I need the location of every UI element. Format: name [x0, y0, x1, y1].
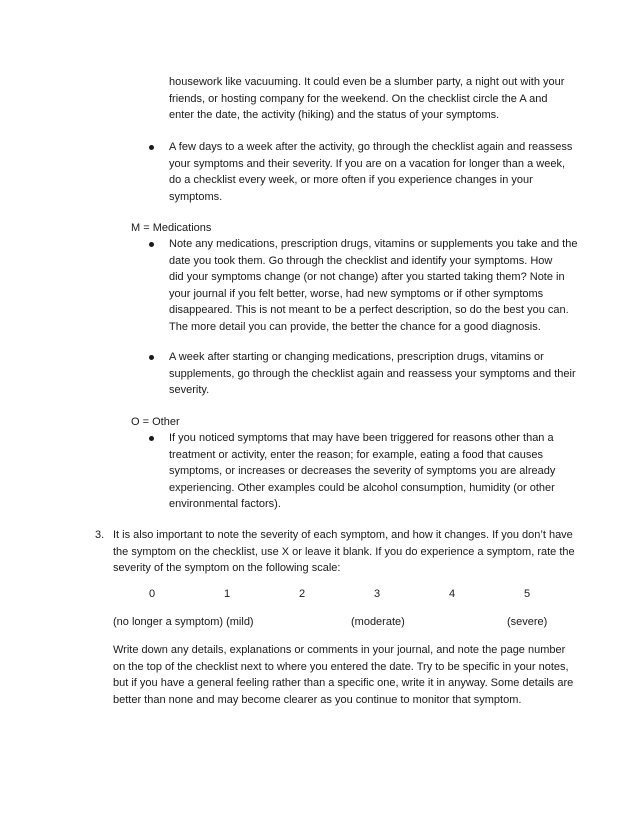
text-line: disappeared. This is not meant to be a perfect description, so do the best you can. [169, 304, 569, 316]
text-line: do a checklist every week, or more often if you experience changes in your [169, 174, 533, 186]
text-line: symptoms, or increases or decreases the severity of symptoms you are already [169, 465, 556, 477]
scale-number: 5 [524, 588, 531, 600]
scale-label-high: (severe) [507, 616, 548, 628]
text-line: severity of the symptom on the following scale: [113, 562, 341, 574]
text-line: supplements, go through the checklist again and reassess your symptoms and their [169, 367, 576, 380]
text-line: housework like vacuuming. It could even be a slumber party, a night out with your [169, 76, 565, 88]
text-line: your journal if you felt better, worse, had new symptoms or if other symptoms [169, 287, 544, 300]
text-line: friends, or hosting company for the weekend. On the checklist circle the A and [169, 92, 548, 105]
activity-bullet-continuation [169, 74, 564, 124]
activity-bullet-2 [169, 139, 572, 205]
scale-number: 3 [374, 588, 381, 600]
scale-label-low: (no longer a symptom) (mild) [113, 616, 254, 628]
scale-number: 4 [449, 588, 456, 600]
scale-number: 2 [299, 588, 306, 600]
text-line: experiencing. Other examples could be alcohol consumption, humidity (or other [169, 481, 555, 494]
text-line: enter the date, the activity (hiking) and the status of your symptoms. [169, 109, 500, 121]
bullet-icon [149, 145, 154, 150]
scale-label-mid: (moderate) [351, 616, 405, 628]
severity-paragraph [113, 527, 575, 577]
text-line: date you took them. Go through the checklist and identify your symptoms. How [169, 254, 553, 267]
text-line: severity. [169, 384, 210, 396]
text-line: A week after starting or changing medications, prescription drugs, vitamins or [169, 351, 544, 363]
bullet-icon [149, 436, 154, 441]
list-number: 3. [95, 529, 105, 541]
bullet-icon [149, 355, 154, 360]
text-line: your symptoms and their severity. If you are on a vacation for longer than a week, [169, 157, 565, 170]
medications-bullet-1 [169, 236, 577, 335]
other-bullet-1 [169, 430, 555, 513]
text-line: Note any medications, prescription drugs, vitamins or supplements you take and the [169, 238, 578, 250]
text-line: It is also important to note the severity of each symptom, and how it changes. If you don’t have [113, 529, 573, 541]
text-line: on the top of the checklist next to where you entered the date. Try to be specific in your notes, [113, 660, 569, 673]
medications-bullet-2 [169, 349, 576, 399]
scale-number: 0 [149, 588, 156, 600]
text-line: Write down any details, explanations or comments in your journal, and note the page number [113, 644, 566, 656]
text-line: symptoms. [169, 190, 223, 203]
text-line: A few days to a week after the activity, go through the checklist again and reassess [169, 141, 573, 153]
medications-heading: M = Medications [131, 222, 212, 234]
text-line: the symptom on the checklist, use X or leave it blank. If you do experience a symptom, rate the [113, 545, 575, 558]
text-line: treatment or activity, enter the reason; for example, eating a food that causes [169, 448, 543, 461]
text-line: environmental factors). [169, 498, 281, 510]
text-line: did your symptoms change (or not change) after you started taking them? Note in [169, 271, 565, 283]
text-line: but if you have a general feeling rather than a specific one, write it in anyway. Some details are [113, 677, 574, 689]
other-heading: O = Other [131, 416, 180, 428]
text-line: The more detail you can provide, the better the chance for a good diagnosis. [169, 320, 541, 333]
text-line: If you noticed symptoms that may have been triggered for reasons other than a [169, 432, 554, 444]
closing-paragraph [113, 642, 573, 708]
bullet-icon [149, 242, 154, 247]
text-line: better than none and may become clearer as you continue to monitor that symptom. [113, 693, 522, 706]
scale-number: 1 [224, 588, 231, 600]
